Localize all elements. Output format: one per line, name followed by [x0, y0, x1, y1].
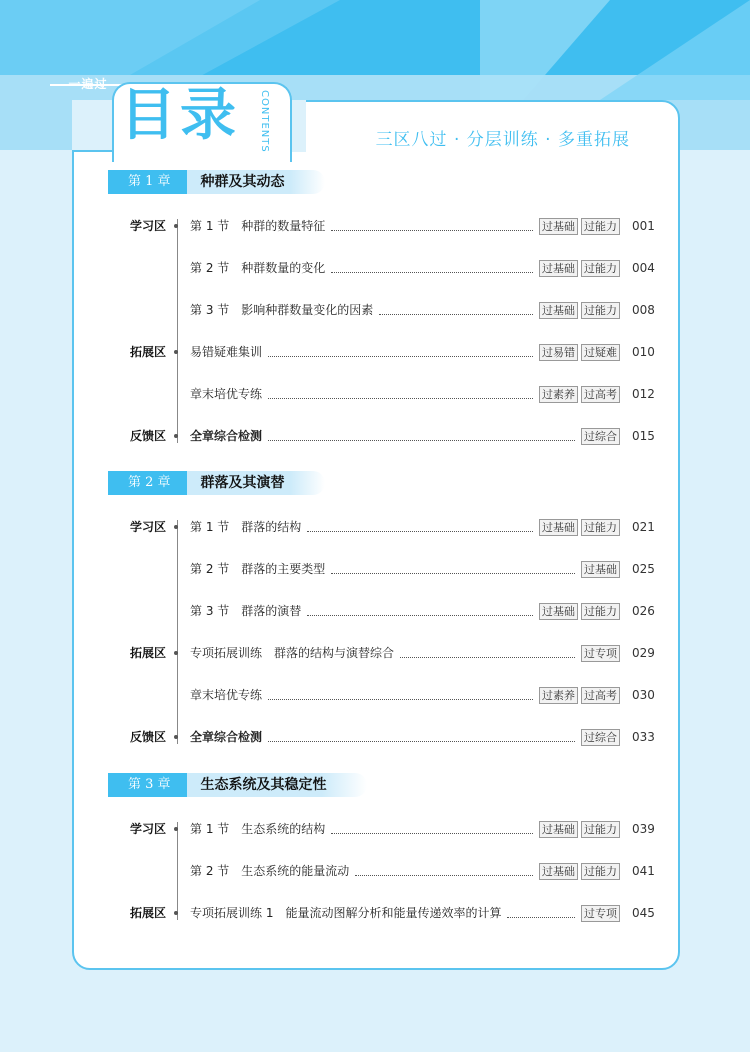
chapter-title: 种群及其动态: [187, 170, 325, 194]
level-badge: 过高考: [581, 687, 620, 704]
timeline-dot: [174, 735, 178, 739]
toc-entry: [190, 301, 620, 319]
page-number: 039: [632, 822, 655, 836]
level-badge: 过基础: [581, 561, 620, 578]
page-number: 029: [632, 646, 655, 660]
entry-title: 生态系统的能量流动: [241, 864, 350, 878]
page-number: 030: [632, 688, 655, 702]
entry-title: 章末培优专练: [190, 688, 263, 702]
dot-leader: [307, 606, 533, 616]
level-badge: 过基础: [539, 260, 578, 277]
dot-leader: [379, 305, 533, 315]
toc-row[interactable]: [120, 301, 660, 319]
page-number: 021: [632, 520, 655, 534]
entry-title: 种群的数量特征: [241, 219, 326, 233]
page-title: 目录: [120, 83, 240, 148]
toc-row[interactable]: [120, 728, 660, 746]
toc-entry: [190, 385, 620, 403]
zone-label: 学习区: [130, 219, 167, 233]
entry-title: 专项拓展训练 群落的结构与演替综合: [190, 646, 395, 660]
zone-label: 反馈区: [130, 429, 167, 443]
dot-leader: [331, 221, 533, 231]
chapter-header: [108, 170, 325, 194]
level-badge: 过基础: [539, 821, 578, 838]
zone-label: 学习区: [130, 520, 167, 534]
toc-entry: [190, 686, 620, 704]
entry-title: 章末培优专练: [190, 387, 263, 401]
section-number: 第 2 节: [190, 562, 230, 576]
badge-group: [539, 863, 620, 880]
toc-row[interactable]: [120, 560, 660, 578]
badge-group: [539, 218, 620, 235]
level-badge: 过疑难: [581, 344, 620, 361]
level-badge: 过基础: [539, 519, 578, 536]
dot-leader: [331, 824, 533, 834]
timeline-dot: [174, 651, 178, 655]
section-number: 第 1 节: [190, 520, 230, 534]
section-number: 第 2 节: [190, 864, 230, 878]
toc-row[interactable]: [120, 343, 660, 361]
page-number: 004: [632, 261, 655, 275]
level-badge: 过能力: [581, 863, 620, 880]
section-number: 第 2 节: [190, 261, 230, 275]
dot-leader: [268, 389, 533, 399]
level-badge: 过基础: [539, 302, 578, 319]
toc-row[interactable]: [120, 686, 660, 704]
entry-title: 群落的结构: [241, 520, 302, 534]
section-number: 第 3 节: [190, 303, 230, 317]
timeline-dot: [174, 224, 178, 228]
badge-group: [581, 645, 620, 662]
dot-leader: [331, 263, 533, 273]
level-badge: 过综合: [581, 428, 620, 445]
badge-group: [539, 821, 620, 838]
zone-label: 拓展区: [130, 646, 167, 660]
dot-leader: [400, 648, 575, 658]
badge-group: [539, 603, 620, 620]
badge-group: [539, 687, 620, 704]
toc-row[interactable]: [120, 217, 660, 235]
page-number: 041: [632, 864, 655, 878]
timeline-dot: [174, 350, 178, 354]
chapter-number: 第 3 章: [108, 773, 187, 797]
toc-row[interactable]: [120, 644, 660, 662]
badge-group: [539, 302, 620, 319]
entry-title: 群落的主要类型: [241, 562, 326, 576]
level-badge: 过能力: [581, 603, 620, 620]
level-badge: 过综合: [581, 729, 620, 746]
entry-title: 易错疑难集训: [190, 345, 263, 359]
toc-row[interactable]: [120, 904, 660, 922]
timeline-dot: [174, 827, 178, 831]
badge-group: [539, 519, 620, 536]
section-number: 第 1 节: [190, 219, 230, 233]
decor-triangle: [600, 0, 750, 100]
level-badge: 过专项: [581, 645, 620, 662]
toc-entry: [190, 217, 620, 235]
toc-row[interactable]: [120, 820, 660, 838]
page-number: 001: [632, 219, 655, 233]
toc-entry: [190, 904, 620, 922]
toc-row[interactable]: [120, 602, 660, 620]
entry-title: 全章综合检测: [190, 730, 263, 744]
page-number: 025: [632, 562, 655, 576]
chapter-header: [108, 471, 325, 495]
toc-row[interactable]: [120, 862, 660, 880]
page-number: 026: [632, 604, 655, 618]
chapter-title: 生态系统及其稳定性: [187, 773, 367, 797]
chapter-number: 第 2 章: [108, 471, 187, 495]
toc-entry: [190, 862, 620, 880]
brand-logo: 一遍过: [68, 77, 108, 91]
level-badge: 过易错: [539, 344, 578, 361]
toc-row[interactable]: [120, 518, 660, 536]
toc-entry: [190, 644, 620, 662]
level-badge: 过基础: [539, 603, 578, 620]
zone-label: 拓展区: [130, 906, 167, 920]
chapter-number: 第 1 章: [108, 170, 187, 194]
entry-title: 群落的演替: [241, 604, 302, 618]
toc-row[interactable]: [120, 427, 660, 445]
zone-label: 学习区: [130, 822, 167, 836]
dot-leader: [307, 522, 533, 532]
page-number: 008: [632, 303, 655, 317]
dot-leader: [331, 564, 575, 574]
timeline-dot: [174, 434, 178, 438]
level-badge: 过基础: [539, 863, 578, 880]
entry-title: 专项拓展训练 1 能量流动图解分析和能量传递效率的计算: [190, 906, 502, 920]
badge-group: [581, 905, 620, 922]
level-badge: 过高考: [581, 386, 620, 403]
chapter-header: [108, 773, 367, 797]
level-badge: 过能力: [581, 218, 620, 235]
level-badge: 过能力: [581, 519, 620, 536]
timeline-dot: [174, 525, 178, 529]
dot-leader: [268, 732, 575, 742]
level-badge: 过能力: [581, 821, 620, 838]
entry-title: 种群数量的变化: [241, 261, 326, 275]
zone-label: 反馈区: [130, 730, 167, 744]
badge-group: [581, 561, 620, 578]
level-badge: 过基础: [539, 218, 578, 235]
badge-group: [581, 428, 620, 445]
toc-entry: [190, 560, 620, 578]
zone-timeline-line: [177, 520, 178, 744]
dot-leader: [268, 690, 533, 700]
entry-title: 影响种群数量变化的因素: [241, 303, 374, 317]
section-number: 第 1 节: [190, 822, 230, 836]
dot-leader: [507, 908, 575, 918]
contents-word: CONTENTS: [259, 90, 270, 153]
toc-entry: [190, 259, 620, 277]
level-badge: 过素养: [539, 687, 578, 704]
dot-leader: [268, 347, 533, 357]
badge-group: [539, 386, 620, 403]
entry-title: 生态系统的结构: [241, 822, 326, 836]
timeline-dot: [174, 911, 178, 915]
toc-row[interactable]: [120, 385, 660, 403]
slogan: 三区八过 · 分层训练 · 多重拓展: [375, 130, 630, 150]
level-badge: 过能力: [581, 260, 620, 277]
page-number: 010: [632, 345, 655, 359]
toc-entry: [190, 518, 620, 536]
dot-leader: [268, 431, 575, 441]
toc-entry: [190, 728, 620, 746]
toc-entry: [190, 602, 620, 620]
level-badge: 过专项: [581, 905, 620, 922]
badge-group: [539, 344, 620, 361]
page-number: 045: [632, 906, 655, 920]
zone-timeline-line: [177, 219, 178, 443]
toc-entry: [190, 427, 620, 445]
chapter-title: 群落及其演替: [187, 471, 325, 495]
page-number: 012: [632, 387, 655, 401]
zone-label: 拓展区: [130, 345, 167, 359]
toc-row[interactable]: [120, 259, 660, 277]
page-number: 033: [632, 730, 655, 744]
level-badge: 过素养: [539, 386, 578, 403]
section-number: 第 3 节: [190, 604, 230, 618]
badge-group: [539, 260, 620, 277]
page-number: 015: [632, 429, 655, 443]
toc-entry: [190, 820, 620, 838]
entry-title: 全章综合检测: [190, 429, 263, 443]
level-badge: 过能力: [581, 302, 620, 319]
dot-leader: [355, 866, 533, 876]
badge-group: [581, 729, 620, 746]
toc-entry: [190, 343, 620, 361]
